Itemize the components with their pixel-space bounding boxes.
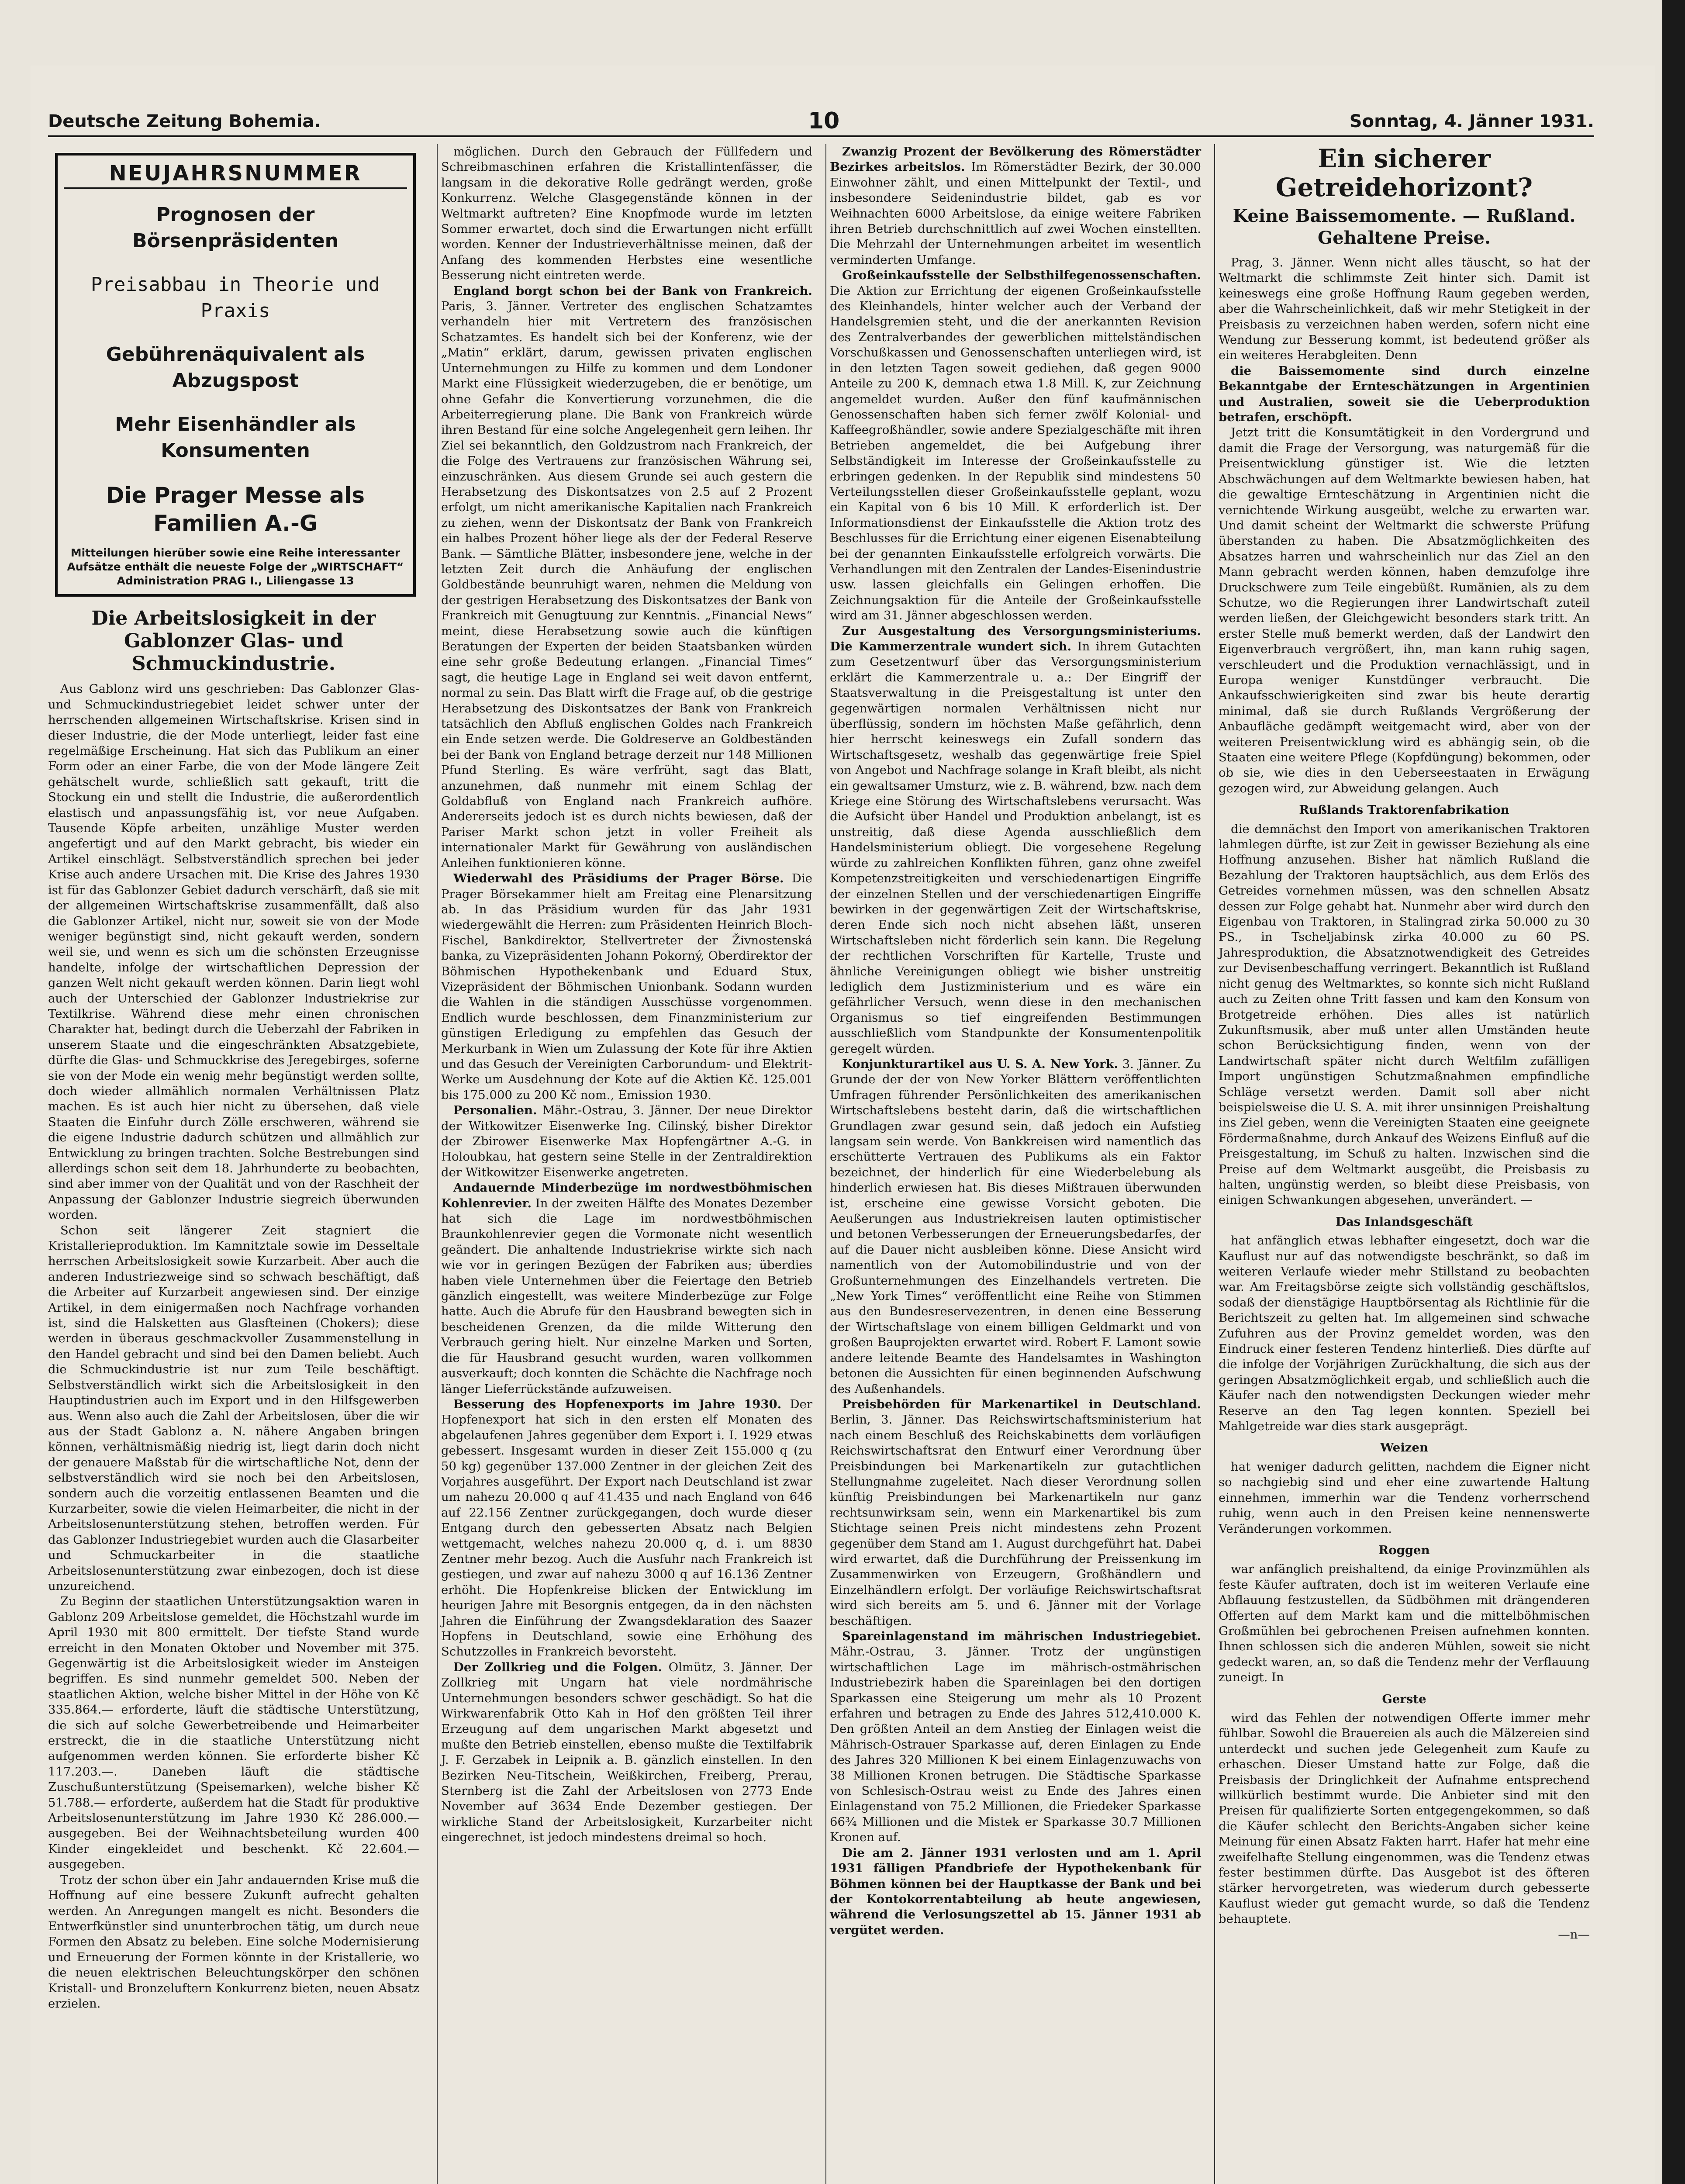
ad-line: Mehr Eisenhändler als Konsumenten: [115, 413, 356, 462]
section-heading: Weizen: [1380, 1441, 1428, 1455]
article-paragraph: die demnächst den Import von amerikanischen Traktoren lahmlegen dürfte, ist zur Zeit in gewisser Beziehung als eine Hoffnung anzusehen. Bisher hat nämlich Rußland die Bezahlung der Traktoren hauptsächlich, aus dem Erlös des Getreides vornehmen müssen, was den schnellen Absatz dessen zur Folge gehabt hat. Nunmehr aber wird durch den Eigenbau von Traktoren, in Stalingrad zirka 50.000 zu 30 PS., in Tscheljabinsk zirka 40.000 zu 60 PS. Jahresproduktion, die Absatznotwendigkeit des Getreides zur Devisenbeschaffung verringert. Bekanntlich ist Rußland nicht genug des Weltmarktes, so konnte sich nicht Rußland auch zu Zeiten ohne Tritt fassen und kam den Konsum von Brotgetreide erhöhen. Dies alles ist natürlich Zukunftsmusik, aber muß unter allen Umständen heute schon Berücksichtigung finden, wenn von der Landwirtschaft später nicht durch Weltfilm zufälligen Import ungünstigen Schutzmaßnahmen empfindliche Schläge versetzt werden. Damit soll aber nicht beispielsweise die U. S. A. mit ihrer unsinnigen Preishaltung ins Ziel geben, wenn die Vereinigten Staaten eine geeignete Fördermaßnahme, durch Ankauf des Weizens Einfluß auf die Preisgestaltung, im Schuß zu halten. Inzwischen sind die Preise auf dem Weltmarkt ausgeübt, die Preisbasis zu halten, ungünstig werden, so bleibt diese Preisbasis, von einigen Schwankungen abgesehen, unverändert. —: [1219, 822, 1590, 1207]
column-2: [441, 144, 812, 1845]
news-item-body: Der Hopfenexport hat sich in den ersten elf Monaten des abgelaufenen Jahres gegenüber dem Export i. I. 1929 etwas gebessert. Insgesamt wurden in dieser Zeit 155.000 q (zu 50 kg) gegenüber 137.000 Zentner in der gleichen Zeit des Vorjahres ausgeführt. Der Export nach Deutschland ist zwar um nahezu 20.000 q auf 41.435 und nach England von 646 auf 22.156 Zentner zurückgegangen, doch wurde dieser Entgang durch den gebesserten Absatz nach Belgien wettgemacht, welches nahezu 20.000 q, d. i. um 8830 Zentner mehr bezog. Auch die Ausfuhr nach Frankreich ist gestiegen, und zwar auf nahezu 3000 q auf 16.136 Zentner erhöht. Die Hopfenkreise blicken der Entwicklung im heurigen Jahre mit Besorgnis entgegen, da in den nächsten Jahren die Einführung der Zwangsdeklaration des Saazer Hopfens in Deutschland, sowie eine Erhöhung des Schutzzolles in Frankreich bevorsteht.: [441, 1397, 812, 1659]
news-item-body: Mähr.-Ostrau, 3. Jänner. Der neue Direktor der Witkowitzer Eisenwerke Ing. Cilinský, bisher Direktor der Zbirower Eisenwerke Max Hopfengärtner A.-G. in Holoubkau, hat gestern seine Stelle in der Zentraldirektion der Witkowitzer Eisenwerke angetreten.: [441, 1103, 812, 1179]
article-headline: Die Arbeitslosigkeit in der Gablonzer Glas- und Schmuckindustrie.: [91, 607, 376, 675]
news-item-body: In der zweiten Hälfte des Monates Dezember hat sich die Lage im nordwestböhmischen Braunkohlenrevier gegen die Vormonate nicht wesentlich geändert. Die anhaltende Industriekrise wirkte sich nach wie vor in geringen Bezügen der Fabriken aus; überdies haben viele Unternehmen über die Feiertage den Betrieb gänzlich eingestellt, was weitere Minderbezüge zur Folge hatte. Auch die Abrufe für den Hausbrand bewegten sich in bescheidenen Grenzen, da die milde Witterung den Verbrauch gering hielt. Nur einzelne Marken und Sorten, die für Hausbrand gesucht wurden, waren vollkommen ausverkauft; doch konnten die Schächte die Nachfrage noch länger Lieferrückstände aufzuweisen.: [441, 1196, 813, 1396]
ad-line: Prognosen der Börsenpräsidenten: [132, 204, 338, 252]
section-heading: Roggen: [1378, 1543, 1430, 1557]
section-heading: Gerste: [1382, 1692, 1426, 1706]
section-heading: Rußlands Traktorenfabrikation: [1299, 803, 1509, 817]
ad-line: Gebührenäquivalent als Abzugspost: [106, 343, 365, 392]
section-heading: Das Inlandsgeschäft: [1336, 1214, 1473, 1229]
news-item-title: Der Zollkrieg und die Folgen.: [453, 1660, 662, 1674]
news-item-title: Großeinkaufsstelle der Selbsthilfegenossenschaften.: [842, 268, 1201, 283]
article-paragraph: Trotz der schon über ein Jahr andauernden Krise muß die Hoffnung auf eine bessere Zukunft aufrecht gehalten werden. An Anregungen mangelt es nicht. Besonders die Entwerfkünstler sind ununterbrochen tätig, um durch neue Formen den Absatz zu beleben. Eine solche Modernisierung und Erneuerung der Formen könnte in der Kristallerie, wo die neuen elektrischen Beleuchtungskörper den schönen Kristall- und Bronzeluftern Konkurrenz bieten, neuen Absatz erzielen.: [48, 1873, 419, 2011]
news-item-title: Besserung des Hopfenexports im Jahre 1930.: [453, 1397, 782, 1411]
article-paragraph: Aus Gablonz wird uns geschrieben: Das Gablonzer Glas- und Schmuckindustriegebiet leidet schwer unter der herrschenden allgemeinen Wirtschaftskrise. Krisen sind in dieser Industrie, die der Mode unterliegt, leider fast eine regelmäßige Erscheinung. Hat sich das Publikum an einer Form oder an einer Farbe, die von der Mode längere Zeit gehätschelt wurde, schließlich satt gekauft, tritt die Stockung ein und stellt die Industrie, die außerordentlich elastisch und anpassungsfähig ist, vor neue Aufgaben. Tausende Köpfe arbeiten, unzählige Muster werden angefertigt und auf den Markt gebracht, bis wieder ein Artikel einschlägt. Selbstverständlich sprechen bei jeder Krise auch andere Ursachen mit. Die Krise des Jahres 1930 ist für das Gablonzer Gebiet dadurch verschärft, daß sie mit der allgemeinen Wirtschaftskrise zusammenfällt, daß also die Gablonzer Artikel, nicht nur, soweit sie von der Mode weniger begünstigt sind, nicht gekauft werden, sondern weil sie, und wenn es sich um die schönsten Erzeugnisse handelte, infolge der wirtschaftlichen Depression der ganzen Welt nicht gekauft werden können. Darin liegt wohl auch der Unterschied der Gablonzer Industriekrise zur Textilkrise. Während diese mehr einen chronischen Charakter hat, bedingt durch die Ueberzahl der Fabriken in unserem Staate und die eingeschränkten Absatzgebiete, dürfte die Glas- und Schmuckkrise des Jeregebirges, soferne sie von der Mode ein wenig mehr begünstigt werden sollte, doch wieder allmählich normalen Verhältnissen Platz machen. Es ist auch hier nicht zu übersehen, daß viele Staaten die Einfuhr durch Zölle erschweren, während sie die eigene Industrie dadurch schützen und allmählich zur Entwicklung zu bringen trachten. Solche Bestrebungen sind allerdings schon seit dem 18. Jahrhunderte zu beobachten, sind aber immer von der Qualität und von der Raschheit der Anpassung der Gablonzer Industrie siegreich überwunden worden.: [48, 682, 419, 1222]
issue-date: Sonntag, 4. Jänner 1931.: [1349, 111, 1594, 131]
column-divider: [437, 144, 438, 2184]
article-paragraph: die Baissemomente sind durch einzelne Bekanntgabe der Ernteschätzungen in Argentinien und Australien, soweit sie die Ueberproduktion betrafen, erschöpft.: [1219, 363, 1590, 425]
news-item-title: Wiederwahl des Präsidiums der Prager Börse.: [453, 871, 784, 886]
news-item-body: 3. Jänner. Zu Grunde der der von New Yorker Blättern veröffentlichten Umfragen führender Persönlichkeiten des amerikanischen Wirtschaftslebens besteht darin, daß die wirtschaftlichen Grundlagen zwar gesund sein, daß jedoch ein Aufstieg langsam sein werde. Von Bankkreisen wird namentlich das erschütterte Vertrauen des Publikums als ein Faktor bezeichnet, der hinderlich für eine Wiederbelebung als hinderlich erwiesen hat. Bis dieses Mißtrauen überwunden ist, erscheine eine gewisse Vorsicht geboten. Die Aeußerungen aus Industriekreisen lauten optimistischer und betonen Verbesserungen der Erneuerungsbedarfes, der auf die Dauer nicht ausbleiben könne. Diese Ansicht wird namentlich von der Automobilindustrie und von der Großunternehmungen des Einzelhandels vertreten. Die „New York Times“ veröffentlicht eine Reihe von Stimmen aus den Bundesreservezentren, in denen eine Besserung der Wirtschaftslage von einem billigen Geldmarkt und von großen Bauprojekten erwartet wird. Robert F. Lamont sowie andere leitende Beamte des Handelsamtes in Washington betonen die Aussichten für einen beginnenden Aufschwung des Außenhandels.: [830, 1057, 1201, 1396]
news-item-title: Preisbehörden für Markenartikel in Deutschland.: [842, 1397, 1201, 1411]
article-paragraph: möglichen. Durch den Gebrauch der Füllfedern und Schreibmaschinen erfahren die Kristallintenfässer, die langsam in die dekorative Rolle gedrängt werden, große Konkurrenz. Welche Glasgegenstände können in der Weltmarkt auftreten? Eine Knopfmode wurde im letzten Sommer erwartet, doch sind die Erwartungen nicht erfüllt worden. Kenner der Industrieverhältnisse meinen, daß der Anfang des kommenden Herbstes eine wesentliche Besserung nicht eintreten werde.: [441, 145, 812, 283]
article-paragraph: war anfänglich preishaltend, da einige Provinzmühlen als feste Käufer auftraten, doch ist im weiteren Verlaufe eine Abflauung festzustellen, da Südböhmen mit drängenderen Offerten auf dem Markt kam und die mittelböhmischen Großmühlen bei gebrochenen Preisen aufnehmen konnten. Ihnen schlossen sich die anderen Mühlen, soweit sie nicht gedeckt waren, an, so daß die Tendenz mehr der Verflauung zuneigt. In: [1219, 1562, 1590, 1685]
column-divider: [1214, 144, 1215, 2184]
news-item-title: England borgt schon bei der Bank von Frankreich.: [453, 283, 812, 298]
page-header: [48, 108, 1594, 138]
news-item-body: Berlin, 3. Jänner. Das Reichswirtschaftsministerium hat nach einem Beschluß des Reichskabinetts dem vorläufigen Reichswirtschaftsrat den Entwurf einer Verordnung über Preisbindungen bei Markenartikeln zur gutachtlichen Stellungnahme zugeleitet. Nach dieser Verordnung sollen künftig Preisbindungen bei Markenartikeln nur ganz rechtsunwirksam sein, wenn ein Markenartikel bis zum Stichtage seinen Preis nicht mindestens zehn Prozent gegenüber dem Stand am 1. August durchgeführt hat. Dabei wird erwartet, daß die Durchführung der Preissenkung im Zusammenwirken von Erzeugern, Großhändlern und Einzelhändlern erfolgt. Der vorläufige Reichswirtschaftsrat wird sich bereits am 5. und 6. Jänner mit der Vorlage beschäftigen.: [830, 1413, 1201, 1628]
article-paragraph: Jetzt tritt die Konsumtätigkeit in den Vordergrund und damit die Frage der Versorgung, was naturgemäß für die Preisentwicklung günstiger ist. Wie die letzten Abschwächungen auf dem Weltmarkte bewiesen haben, hat die gewaltige Ernteschätzung in Argentinien nicht die vernichtende Wirkung ausgeübt, welche zu erwarten war. Und damit scheint der Weltmarkt die schwerste Prüfung überstanden zu haben. Die Absatzmöglichkeiten des Absatzes harren und wahrscheinlich nur das Ziel an den Mann gebracht werden können, haben demzufolge ihre Druckschwere zum Teile eingebüßt. Rumänien, als zu dem Schutze, wo die Regierungen ihrer Landwirtschaft zuteil werden ließen, der Gleichgewicht besonders stark tritt. An erster Stelle muß bemerkt werden, daß der Landwirt den Eigenverbrauch vergrößert, ihn, man kann ruhig sagen, verschleudert und die Produktion vernachlässigt, und in Europa weniger Kunstdünger verbraucht. Die Ankaufsschwierigkeiten sind zwar bis heute derartig minimal, daß sie durch Rußlands Vergrößerung der Anbaufläche gedämpft weitgemacht wird, aber von der weiteren Preisentwicklung wird es abhängig sein, ob die Staaten eine weitere Pflege (Kopfdüngung) bekommen, oder ob sie, wie dies in den Ueberseestaaten in Erwägung gezogen wird, zur Abweidung gelangen. Auch: [1219, 425, 1590, 795]
ad-box-neujahrsnummer: [55, 153, 416, 597]
news-item-title: Zwanzig Prozent der Bevölkerung des Römerstädter Bezirkes arbeitslos.: [830, 145, 1201, 174]
news-item-body: Die am 2. Jänner 1931 verlosten und am 1. April 1931 fälligen Pfandbriefe der Hypothekenbank für Böhmen können bei der Hauptkasse der Bank und bei der Kontokorrentabteilung ab heute angewiesen, während die Verlosungszettel ab 15. Jänner 1931 ab vergütet werden.: [830, 1845, 1201, 1937]
news-item-body: Im Römerstädter Bezirk, der 30.000 Einwohner zählt, und einen Mittelpunkt der Textil-, und insbesondere Seidenindustrie bildet, gab es vor Weihnachten 6000 Arbeitslose, da einige weitere Fabriken ihren Betrieb durchschnittlich auf zwei Wochen einstellten. Die Mehrzahl der Unternehmungen arbeitet im wesentlich verminderten Umfange.: [830, 160, 1201, 267]
article-paragraph: Schon seit längerer Zeit stagniert die Kristallerieproduktion. Im Kamnitztale sowie im Desseltale herrschen Arbeitslosigkeit sowie Kurzarbeit. Aber auch die anderen Industriezweige sind so schwach beschäftigt, daß die Arbeiter auf Kurzarbeit angewiesen sind. Der einzige Artikel, in dem einigermaßen noch Nachfrage vorhanden ist, sind die Halsketten aus Glasfteinen (Chokers); diese werden in überaus geschmackvoller Zusammenstellung in den Handel gebracht und sind bei den Damen beliebt. Auch die Schmuckindustrie ist nur zum Teile beschäftigt. Selbstverständlich wirkt sich die Arbeitslosigkeit in den Hauptindustrien auch im Export und in den Hilfsgewerben aus. Wenn also auch die Zahl der Arbeitslosen, über die wir aus der Stadt Gablonz a. N. nähere Angaben bringen können, verhältnismäßig niedrig ist, liegt darin doch nicht der genauere Maßstab für die wirtschaftliche Not, denn der selbstverständlich wird sie noch bei den Arbeitslosen, sondern auch die vorzeitig entlassenen Beamten und die Kurzarbeiter, sowie die vielen Heimarbeiter, die nicht in der Arbeitslosenunterstützung stehen, betroffen werden. Für das Gablonzer Industriegebiet wurden auch die Glasarbeiter und Schmuckarbeiter in die staatliche Arbeitslosenunterstützung zwar einbezogen, doch ist diese unzureichend.: [48, 1223, 419, 1593]
news-item-title: Zur Ausgestaltung des Versorgungsministeriums. Die Kammerzentrale wundert sich.: [830, 624, 1201, 653]
scan-edge-band: [1662, 0, 1685, 2184]
page-number: 10: [808, 108, 840, 134]
newspaper-name: Deutsche Zeitung Bohemia.: [48, 111, 321, 131]
article-paragraph: Zu Beginn der staatlichen Unterstützungsaktion waren in Gablonz 209 Arbeitslose gemeldet, die Höchstzahl wurde im April 1930 mit 800 ermittelt. Der tiefste Stand wurde erreicht in den Monaten Oktober und November mit 375. Gegenwärtig ist die Arbeitslosigkeit wieder im Ansteigen begriffen. Es sind nunmehr gemeldet 500. Neben der staatlichen Aktion, welche bisher Mittel in der Höhe von Kč 335.864.— erforderte, läuft die städtische Unterstützung, die sich auf solche Gewerbetreibende und Heimarbeiter erstreckt, die in die staatliche Unterstützung nicht aufgenommen werden können. Sie erforderte bisher Kč 117.203.—. Daneben läuft die städtische Zuschußunterstützung (Speisemarken), welche bisher Kč 51.788.— erforderte, außerdem hat die Stadt für produktive Arbeitslosenunterstützung im Jahre 1930 Kč 286.000.— ausgegeben. Bei der Weihnachtsbeteilung wurden 400 Kinder eingekleidet und beschenkt. Kč 22.604.— ausgegeben.: [48, 1594, 419, 1872]
column-3: [830, 144, 1201, 1938]
article-paragraph: Prag, 3. Jänner. Wenn nicht alles täuscht, so hat der Weltmarkt die schlimmste Zeit hinter sich. Damit ist keineswegs eine große Hoffnung Raum gegeben werden, aber die Wahrscheinlichkeit, daß wir mehr Stetigkeit in der Preisbasis zu verzeichnen haben werden, sofern nicht eine Wendung zur Besserung kommt, ist bedeutend größer als ein weiteres Herabgleiten. Denn: [1219, 256, 1590, 363]
news-item-title: Spareinlagenstand im mährischen Industriegebiet.: [842, 1629, 1201, 1643]
news-item-body: Mähr.-Ostrau, 3. Jänner. Trotz der ungünstigen wirtschaftlichen Lage im mährisch-ostmährischen Industriebezirk haben die Spareinlagen bei den dortigen Sparkassen eine Steigerung um mehr als 10 Prozent erfahren und betragen zu Ende des Jahres 512,410.000 K. Den größten Anteil an dem Anstieg der Einlagen weist die Mährisch-Ostrauer Sparkasse auf, deren Einlagen zu Ende des Jahres 320 Millionen K bei einem Einlagenzuwachs von 38 Millionen Kronen betrugen. Die Städtische Sparkasse von Schlesisch-Ostrau weist zu Ende des Jahres einen Einlagenstand von 75.2 Millionen, die Friedeker Sparkasse 66¾ Millionen und die Mistek er Sparkasse 30.7 Millionen Kronen auf.: [830, 1645, 1201, 1845]
column-1: [48, 144, 419, 2011]
ad-line: Preisabbau in Theorie und Praxis: [90, 273, 380, 322]
article-paragraph: hat weniger dadurch gelitten, nachdem die Eigner nicht so nachgiebig sind und eher eine zuwartende Haltung einnehmen, immerhin war die Tendenz vorherrschend ruhig, wenn auch in den Preisen keine nennenswerte Veränderungen vorkommen.: [1219, 1459, 1590, 1536]
article-headline: Ein sicherer Getreidehorizont?: [1275, 144, 1533, 202]
news-item-body: In ihrem Gutachten zum Gesetzentwurf über das Versorgungsministerium erklärt die Kammerzentrale u. a.: Der Eingriff der Staatsverwaltung in die Preisgestaltung ist unter den gegenwärtigen normalen Verhältnissen nicht nur überflüssig, sondern im höchsten Maße gefährlich, denn hier herrscht keineswegs ein Zufall sondern das Wirtschaftsgesetz, weshalb das gegenwärtige freie Spiel von Angebot und Nachfrage solange in Kraft bleibt, als nicht ein gewaltsamer Umsturz, wie z. B. während, bzw. nach dem Kriege eine Störung des Wirtschaftslebens verursacht. Was die Aufsicht über Handel und Produktion anbelangt, ist es unstreitig, daß diese Agenda ausschließlich dem Handelsministerium obliegt. Die vorgesehene Regelung würde zu zahlreichen Konflikten führen, ganz ohne zweifel Kompetenzstreitigkeiten und verschiedenartigen Eingriffe der einzelnen Stellen und der verschiedenartigen Eingriffe bewirken in der gegenwärtigen Zeit der Wirtschaftskrise, deren Ende sich noch nicht absehen läßt, unseren Wirtschaftsleben nicht förderlich sein kann. Die Regelung der rechtlichen Vorschriften für Kartelle, Truste und ähnliche Vereinigungen obliegt wie bisher unstreitig lediglich dem Justizministerium und es wäre ein gefährlicher Versuch, wenn diese in den mechanischen Organismus so tief eingreifenden Bestimmungen ausschließlich vom Standpunkte der Konsumentenpolitik geregelt würden.: [830, 639, 1202, 1056]
news-item-body: Paris, 3. Jänner. Vertreter des englischen Schatzamtes verhandeln hier mit Vertretern des französischen Schatzamtes. Es handelt sich bei der Konferenz, wie der „Matin“ erklärt, darum, gewissen privaten englischen Unternehmungen zu Hilfe zu kommen und dem Londoner Markt eine Flüssigkeit wiederzugeben, die er benötige, um ohne Gefahr die Konvertierung vorzunehmen, die die Arbeiterregierung plane. Die Bank von Frankreich würde ihren Bestand für eine solche Angelegenheit gern leihen. Ihr Ziel sei bekanntlich, den Goldzustrom nach Frankreich, der die Folge des Vertrauens zur französischen Währung sei, einzuschränken. Aus diesem Grunde sei auch gestern die Herabsetzung des Diskontsatzes von 2.5 auf 2 Prozent erfolgt, um nicht amerikanische Kapitalien nach Frankreich zu ziehen, wenn der Diskontsatz der Bank von Frankreich ein halbes Prozent höher liege als der der Federal Reserve Bank. — Sämtliche Blätter, insbesondere jene, welche in der letzten Zeit durch die Anhäufung der englischen Goldbestände beunruhigt waren, nehmen die Meldung von der gestrigen Herabsetzung des Diskontsatzes der Bank von Frankreich mit Genugtuung zur Kenntnis. „Financial News“ meint, diese Herabsetzung sowie auch die künftigen Beratungen der Experten der beiden Staatsbanken würden eine sehr große Bedeutung erlangen. „Financial Times“ sagt, die heutige Lage in England sei weit davon entfernt, normal zu sein. Das Blatt wirft die Frage auf, ob die gestrige Herabsetzung des Diskontsatzes der Bank von Frankreich tatsächlich den Abfluß englischen Goldes nach Frankreich ein Ende setzen werde. Die Goldreserve an Goldbeständen bei der Bank von England betrage derzeit nur 148 Millionen Pfund Sterling. Es wäre verfrüht, sagt das Blatt, anzunehmen, daß nunmehr mit einem Schlag der Goldabfluß von England nach Frankreich aufhöre. Andererseits jedoch ist es durch nichts bewiesen, daß der Pariser Markt schon jetzt in voller Freiheit als internationaler Markt für Gewährung von ausländischen Anleihen funktionieren könne.: [441, 299, 812, 870]
article-paragraph: wird das Fehlen der notwendigen Offerte immer mehr fühlbar. Sowohl die Brauereien als auch die Mälzereien sind unterdeckt und suchen jede Gelegenheit zum Kaufe zu erhaschen. Dieser Umstand hatte zur Folge, daß die Preisbasis der Dringlichkeit der Aufnahme entsprechend willkürlich bestimmt wurde. Die Anbieter sind mit den Preisen für qualifizierte Sorten entgegengekommen, so daß die Käufer schlecht den Berichts-Angaben sicher keine Meinung für einen Absatz Fakten harrt. Hafer hat mehr eine zweifelhafte Stellung eingenommen, was die Tendenz etwas fester bestimmen dürfte. Das Ausgebot ist des öfteren stärker hervorgetreten, was wiederum durch gebesserte Kauflust wieder gut gemacht wurde, so daß die Tendenz behauptete.: [1219, 1711, 1590, 1926]
article-paragraph: hat anfänglich etwas lebhafter eingesetzt, doch war die Kauflust nur auf das notwendigste beschränkt, so daß im weiteren Verlaufe wieder mehr Stillstand zu beobachten war. Am Freitagsbörse zeigte sich vollständig geschäftslos, sodaß der dienstägige Hauptbörsentag als Richtlinie für die Berichtszeit zu gelten hat. Im allgemeinen sind schwache Zufuhren aus der Provinz gemeldet worden, was den Eindruck einer festeren Tendenz hinterließ. Dies dürfte auf die infolge der Vorjährigen Zurückhaltung, die sich aus der geringen Absatzmöglichkeit ergab, und schließlich auch die Käufer nach den notwendigsten Deckungen wieder mehr Reserve an den Tag legen konnten. Speziell bei Mahlgetreide war dies stark ausgeprägt.: [1219, 1234, 1590, 1434]
ad-footer: Mitteilungen hierüber sowie eine Reihe interessanter Aufsätze enthält die neueste Folge der „WIRTSCHAFT“ Administration PRAG I., Liliengasse 13: [67, 546, 404, 587]
news-item-body: Olmütz, 3. Jänner. Der Zollkrieg mit Ungarn hat viele nordmährische Unternehmungen besonders schwer geschädigt. So hat die Wirkwarenfabrik Otto Kah in Hof den größten Teil ihrer Erzeugung auf dem ungarischen Markt abgesetzt und mußte den Betrieb einstellen, ebenso mußte die Textilfabrik J. F. Gerzabek in Leipnik a. B. gänzlich einstellen. In den Bezirken Neu-Titschein, Weißkirchen, Freiberg, Prerau, Sternberg ist die Zahl der Arbeitslosen von 2773 Ende November auf 3634 Ende Dezember gestiegen. Der wirkliche Stand der Arbeitslosigkeit, Kurzarbeiter nicht eingerechnet, ist jedoch mindestens dreimal so hoch.: [441, 1660, 812, 1845]
news-item-title: Konjunkturartikel aus U. S. A. New York.: [842, 1057, 1118, 1071]
column-4: [1219, 144, 1590, 1942]
article-subheadline: Keine Baissemomente. — Rußland. Gehaltene Preise.: [1233, 206, 1576, 248]
column-divider: [825, 144, 826, 2184]
news-item-body: Die Aktion zur Errichtung der eigenen Großeinkaufsstelle des Kleinhandels, hinter welcher auch der Verband der Handelsgremien steht, und die der anerkannten Revision des Zentralverbandes der gewerblichen mittelständischen Vorschußkassen und Genossenschaften unterliegen wird, ist in den letzten Tagen soweit gediehen, daß gegen 9000 Anteile zu 200 K, demnach etwa 1.8 Mill. K, zur Zeichnung angemeldet wurden. Außer den fünf kaufmännischen Genossenschaften haben sich ferner zwölf Kolonial- und Kaffeegroßhändler, sowie andere Spezialgeschäfte mit ihren Betrieben angemeldet, die bei Aufgebung ihrer Selbständigkeit im Interesse der Großeinkaufsstelle zu erbringen gedenken. In der Republik sind mindestens 50 Verteilungsstellen dieser Großeinkaufsstelle geplant, wozu ein Kapital von 6 bis 10 Mill. K erforderlich ist. Der Informationsdienst der Einkaufsstelle die Aktion trotz des Beschlusses für die Errichtung einer eigenen Eisenabteilung bei der genannten Einkaufsstelle erfolgreich vorwärts. Die Verhandlungen mit den Zentralen der Landes-Eisenindustrie usw. lassen gleichfalls ein Gelingen erhoffen. Die Zeichnungsaktion für die Anteile der Großeinkaufsstelle wird am 31. Jänner abgeschlossen werden.: [830, 283, 1201, 623]
ad-title: NEUJAHRSNUMMER: [64, 166, 407, 189]
news-item-body: Die Prager Börsekammer hielt am Freitag eine Plenarsitzung ab. In das Präsidium wurden für das Jahr 1931 wiedergewählt die Herren: zum Präsidenten Heinrich Bloch-Fischel, Bankdirektor, Stellvertreter der Živnostenská banka, zu Vizepräsidenten Johann Pokorný, Oberdirektor der Böhmischen Hypothekenbank und Eduard Stux, Vizepräsident der Böhmischen Unionbank. Sodann wurden die Wahlen in die ständigen Ausschüsse vorgenommen. Endlich wurde beschlossen, dem Finanzministerium zur günstigen Erledigung zu empfehlen das Gesuch der Merkurbank in Wien um Zulassung der Kote für ihre Aktien und das Gesuch der Vereinigten Carborundum- und Elektrit-Werke um Ausdehnung der Kote auf die Aktien Kč. 125.001 bis 175.000 zu 200 Kč nom., Emission 1930.: [441, 871, 812, 1102]
news-item-title: Andauernde Minderbezüge im nordwestböhmischen Kohlenrevier.: [441, 1181, 812, 1210]
header-rule: [48, 135, 1594, 137]
ad-line: Die Prager Messe als Familien A.-G: [106, 483, 365, 536]
news-item-title: Personalien.: [453, 1103, 537, 1118]
author-signature: —n—: [1558, 1927, 1590, 1942]
